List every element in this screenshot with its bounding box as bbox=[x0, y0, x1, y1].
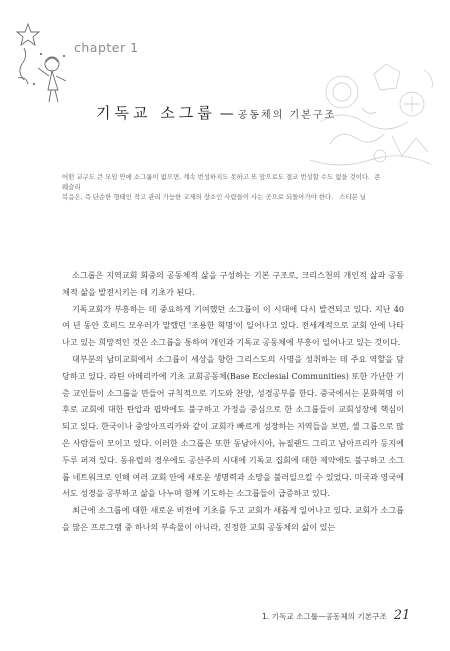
page-number: 21 bbox=[393, 608, 411, 623]
running-title: 1. 기독교 소그룹—공동체의 기본구조 bbox=[262, 612, 387, 621]
epigraph-quote bbox=[62, 192, 382, 202]
paragraph: 소그룹은 지역교회 회중의 공동체적 삶을 구성하는 기본 구조로, 크리스천의 개인적 삶과 공동체적 삶을 발전시키는 데 기초가 된다. bbox=[62, 270, 404, 297]
title-dash: — bbox=[219, 106, 234, 122]
paragraph: 대부분의 남미교회에서 소그룹이 세상을 향한 그리스도의 사명을 성취하는 데 주요 역할을 담당하고 있다. 라틴 아메리카에 기초 교회공동체(Base Ecclesial Communities) 또한 가난한 기층 교인들이 소그룹을 만들어 규칙적으로 기도와 찬양, 성경공부를 한다. 중국에서는 문화혁명 이후로 교회에 대한 탄압과 핍박에도 불구하고 가정을 중심으로 한 소그룹들이 교회성장에 핵심이 되고 있다. 한국이나 중앙아프리카와 같이 교회가 빠르게 성장하는 지역들을 보면, 셀 그룹으로 많은 사람들이 모이고 있다. 이러한 소그룹은 또한 동남아시아, 뉴질랜드 그리고 남아프리카 등지에 두루 퍼져 있다. 동유럽의 경우에도 공산주의 시대에 기독교 집회에 대한 제약에도 불구하고 소그룹 네트워크로 인해 여러 교회 안에 새로운 생명력과 소망을 불러일으킬 수 있었다. 미국과 영국에서도 성경을 공부하고 삶을 나누며 함께 기도하는 소그룹들이 급증하고 있다. bbox=[62, 353, 404, 499]
quote-author: 스티븐 닐 bbox=[339, 193, 366, 201]
epigraph-quote bbox=[62, 172, 382, 192]
quote-text: 어떤 교구도 큰 모임 안에 소그룹이 없으면, 계속 번성하지도 못하고 또 앞으로도 결코 번성할 수도 없을 것이다. bbox=[62, 173, 371, 181]
quote-author: 존 웨슬리 bbox=[62, 173, 381, 191]
chapter-title bbox=[96, 102, 336, 123]
chapter-label: chapter 1 bbox=[74, 40, 139, 55]
quote-text: 복음은, 즉 단순한 형태인 작고 관리 가능한 교제의 장소인 사람들이 사는 곳으로 되돌아가야 한다. bbox=[62, 193, 334, 201]
page-footer bbox=[262, 608, 410, 623]
paragraph: 기독교회가 부흥하는 데 중요하게 기여했던 소그룹이 이 시대에 다시 발견되고 있다. 지난 40여 년 동안 호비드 모우러가 말했던 '조용한 혁명'이 일어나고 있다. 전세계적으로 교회 안에 나타나고 있는 희망적인 것은 소그룹을 통하여 개인과 기독교 공동체에 부흥이 일어나고 있는 것이다. bbox=[62, 303, 404, 348]
paragraph: 최근에 소그룹에 대한 새로운 비전에 기초를 두고 교회가 새롭게 일어나고 있다. 교회가 소그룹을 많은 프로그램 중 하나의 부속물이 아니라, 진정한 교회 공동체의 삶이 있는 bbox=[62, 505, 404, 532]
body-text bbox=[62, 267, 404, 536]
epigraph bbox=[62, 172, 382, 202]
title-main: 기독교 소그룹 bbox=[96, 104, 216, 122]
title-subtitle: 공동체의 기본구조 bbox=[237, 110, 337, 121]
chapter-illustration bbox=[8, 18, 82, 106]
